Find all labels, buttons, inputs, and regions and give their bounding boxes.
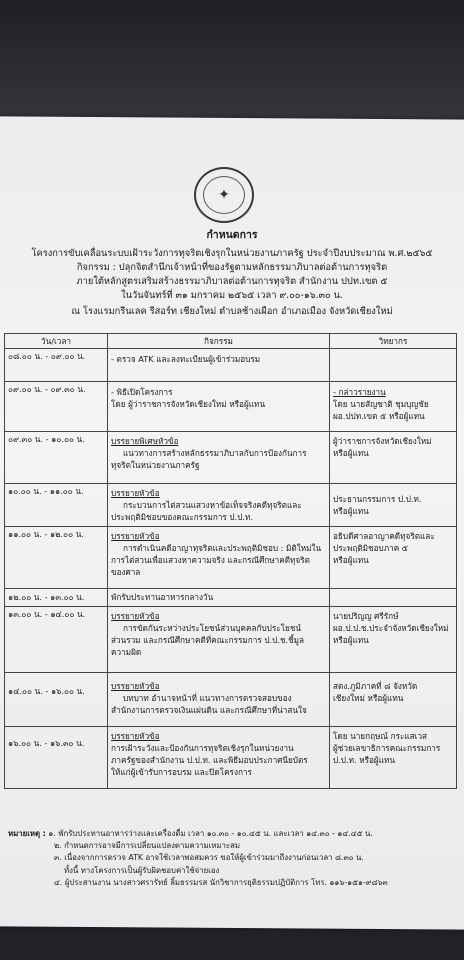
note-item: ทั้งนี้ ทางโครงการเป็นผู้รับผิดชอบค่าใช้จ่ายเอง <box>64 865 220 875</box>
table-row <box>5 673 457 727</box>
row-activity <box>108 432 330 484</box>
speaker-text: โดย นายกฤษณ์ กระแสเวส <box>333 731 428 741</box>
row-activity <box>108 484 330 527</box>
header-time: วัน/เวลา <box>5 334 108 349</box>
activity-text: ส่วนรวม และกรณีศึกษาคดีที่คณะกรรมการ ป.ป.ช.ชี้มูล <box>111 635 305 645</box>
note-item: ๒. กำหนดการอาจมีการเปลี่ยนแปลงตามความเหมาะสม <box>54 841 241 851</box>
row-speaker <box>330 484 457 527</box>
government-emblem-icon: ✦ <box>194 167 254 223</box>
row-speaker <box>330 673 457 727</box>
row-time: ๑๔.๐๐ น. - ๑๖.๐๐ น. <box>5 673 108 727</box>
speaker-text: หรือผู้แทน <box>333 448 369 458</box>
schedule-table <box>4 333 457 789</box>
row-time: ๑๒.๐๐ น. - ๑๓.๐๐ น. <box>5 589 108 607</box>
activity-text: ของศาล <box>111 567 141 577</box>
row-speaker <box>330 527 457 589</box>
table-row <box>5 527 457 589</box>
speaker-text: - กล่าวรายงาน <box>333 387 386 397</box>
row-time: ๑๓.๐๐ น. - ๑๔.๐๐ น. <box>5 607 108 673</box>
activity-text: ให้แก่ผู้เข้ารับการอบรม และปิดโครงการ <box>111 767 252 777</box>
date-line: ในวันจันทร์ที่ ๓๑ มกราคม ๒๕๖๕ เวลา ๙.๐๐-๑๖.๓๐ น. <box>121 290 343 301</box>
row-time: ๐๙.๓๐ น. - ๑๐.๐๐ น. <box>5 432 108 484</box>
activity-text: การดำเนินคดีอาญาทุจริตและประพฤติมิชอบ : มิติใหม่ใน <box>123 543 322 553</box>
table-row <box>5 432 457 484</box>
row-time: ๑๐.๐๐ น. - ๑๑.๐๐ น. <box>5 484 108 527</box>
table-row <box>5 727 457 789</box>
activity-heading: บรรยายหัวข้อ <box>111 488 160 498</box>
speaker-text: หรือผู้แทน <box>333 506 369 516</box>
row-speaker <box>330 607 457 673</box>
activity-heading: บรรยายหัวข้อ <box>111 731 160 741</box>
note-item: ๓. เนื่องจากการตรวจ ATK อาจใช้เวลาพอสมควร ขอให้ผู้เข้าร่วมมาถึงงานก่อนเวลา ๘.๓๐ น. <box>54 853 364 863</box>
activity-text: บทบาท อำนาจหน้าที่ แนวทางการตรวจสอบของ <box>123 693 292 703</box>
row-speaker <box>330 432 457 484</box>
speaker-text: นายปริญญ ศรีรักษ์ <box>333 611 399 621</box>
activity-text: พักรับประทานอาหารกลางวัน <box>111 592 214 602</box>
speaker-text: ผู้ช่วยเลขาธิการคณะกรรมการ <box>333 743 441 753</box>
activity-text: ภาครัฐของสำนักงาน ป.ป.ท. และพิธีมอบประกาศนียบัตร <box>111 755 308 765</box>
row-activity <box>108 589 330 607</box>
row-activity <box>108 673 330 727</box>
row-activity <box>108 727 330 789</box>
header-speaker: วิทยากร <box>330 334 457 349</box>
row-time: ๐๘.๐๐ น. - ๐๙.๐๐ น. <box>5 349 108 382</box>
project-line: โครงการขับเคลื่อนระบบเฝ้าระวังการทุจริตเชิงรุกในหน่วยงานภาครัฐ ประจำปีงบประมาณ พ.ศ.๒๕๖๕ <box>31 248 433 259</box>
notes-section <box>8 828 458 889</box>
row-time: ๑๖.๐๐ น. - ๑๖.๓๐ น. <box>5 727 108 789</box>
activity-text: การเฝ้าระวังและป้องกันการทุจริตเชิงรุกในหน่วยงาน <box>111 743 294 753</box>
activity-text: ความผิด <box>111 647 142 657</box>
activity-text: - พิธีเปิดโครงการ <box>111 387 173 397</box>
speaker-text: ป.ป.ท. หรือผู้แทน <box>333 755 395 765</box>
activity-heading: บรรยายพิเศษหัวข้อ <box>111 436 179 446</box>
speaker-text: ผู้ว่าราชการจังหวัดเชียงใหม่ <box>333 436 432 446</box>
speaker-text: ประธานกรรมการ ป.ป.ท. <box>333 494 422 504</box>
table-row <box>5 382 457 432</box>
document-title: กำหนดการ <box>206 229 258 241</box>
activity-heading: บรรยายหัวข้อ <box>111 681 160 691</box>
speaker-text: โดย นายสัญชาติ ชุมบุญชัย <box>333 399 429 409</box>
row-time: ๐๙.๐๐ น. - ๐๙.๓๐ น. <box>5 382 108 432</box>
row-speaker <box>330 589 457 607</box>
row-speaker <box>330 349 457 382</box>
speaker-text: สตง.ภูมิภาคที่ ๘ จังหวัด <box>333 681 418 691</box>
speaker-text: ประพฤติมิชอบภาค ๕ <box>333 543 409 553</box>
notes-label: หมายเหตุ : <box>8 829 46 838</box>
speaker-text: เชียงใหม่ หรือผู้แทน <box>333 693 404 703</box>
table-row <box>5 607 457 673</box>
row-activity <box>108 382 330 432</box>
activity-heading: บรรยายหัวข้อ <box>111 531 160 541</box>
note-item: ๔. ผู้ประสานงาน นางสาวศรารัทย์ ลิ้มธรรมรส นักวิชาการยุติธรรมปฏิบัติการ โทร. ๑๑๖-๑๕๑-๙๘๖๓ <box>54 877 388 887</box>
speaker-text: อธิบดีศาลอาญาคดีทุจริตและ <box>333 531 435 541</box>
row-activity <box>108 607 330 673</box>
activity-text: โดย ผู้ว่าราชการจังหวัดเชียงใหม่ หรือผู้แทน <box>111 399 266 409</box>
activity-text: - ตรวจ ATK และลงทะเบียนผู้เข้าร่วมอบรม <box>111 354 261 364</box>
speaker-text: หรือผู้แทน <box>333 635 369 645</box>
activity-text: กระบวนการไต่สวนแสวงหาข้อเท็จจริงคดีทุจริตและ <box>123 500 302 510</box>
speaker-text: ผอ.ป.ป.ช.ประจำจังหวัดเชียงใหม่ <box>333 623 449 633</box>
row-speaker <box>330 382 457 432</box>
speaker-text: ผอ.ปปท.เขต ๕ หรือผู้แทน <box>333 411 425 421</box>
venue-line: ณ โรงแรมกรีนเลค รีสอร์ท เชียงใหม่ ตำบลช้างเผือก อำเภอเมือง จังหวัดเชียงใหม่ <box>71 306 393 317</box>
note-item: ๑. พักรับประทานอาหารว่างและเครื่องดื่ม เวลา ๑๐.๓๐ - ๑๐.๔๕ น. และเวลา ๑๔.๓๐ - ๑๔.๔๕ น. <box>48 829 373 838</box>
table-row <box>5 349 457 382</box>
activity-text: ทุจริตในหน่วยงานภาครัฐ <box>111 460 200 470</box>
activity-text: การไต่สวนเพื่อแสวงหาความจริง และกรณีศึกษาคดีทุจริต <box>111 555 310 565</box>
table-row <box>5 484 457 527</box>
row-activity <box>108 527 330 589</box>
table-header-row <box>5 334 457 349</box>
activity-text: แนวทางการสร้างหลักธรรมาภิบาลกับการป้องกันการ <box>123 448 307 458</box>
activity-line: กิจกรรม : ปลุกจิตสำนึกเจ้าหน้าที่ของรัฐตามหลักธรรมาภิบาลต่อต้านการทุจริต <box>76 262 388 273</box>
curriculum-line: ภายใต้หลักสูตรเสริมสร้างธรรมาภิบาลต่อต้านการทุจริต สำนักงาน ปปท.เขต ๕ <box>76 276 388 287</box>
speaker-text: หรือผู้แทน <box>333 555 369 565</box>
row-speaker <box>330 727 457 789</box>
activity-text: ประพฤติมิชอบของคณะกรรมการ ป.ป.ท. <box>111 512 254 522</box>
header-activity: กิจกรรม <box>108 334 330 349</box>
row-time: ๑๑.๐๐ น. - ๑๒.๐๐ น. <box>5 527 108 589</box>
row-activity <box>108 349 330 382</box>
table-row <box>5 589 457 607</box>
activity-text: การขัดกันระหว่างประโยชน์ส่วนบุคคลกับประโยชน์ <box>123 623 302 633</box>
activity-heading: บรรยายหัวข้อ <box>111 611 160 621</box>
activity-text: สำนักงานการตรวจเงินแผ่นดิน และกรณีศึกษาที่น่าสนใจ <box>111 705 307 715</box>
